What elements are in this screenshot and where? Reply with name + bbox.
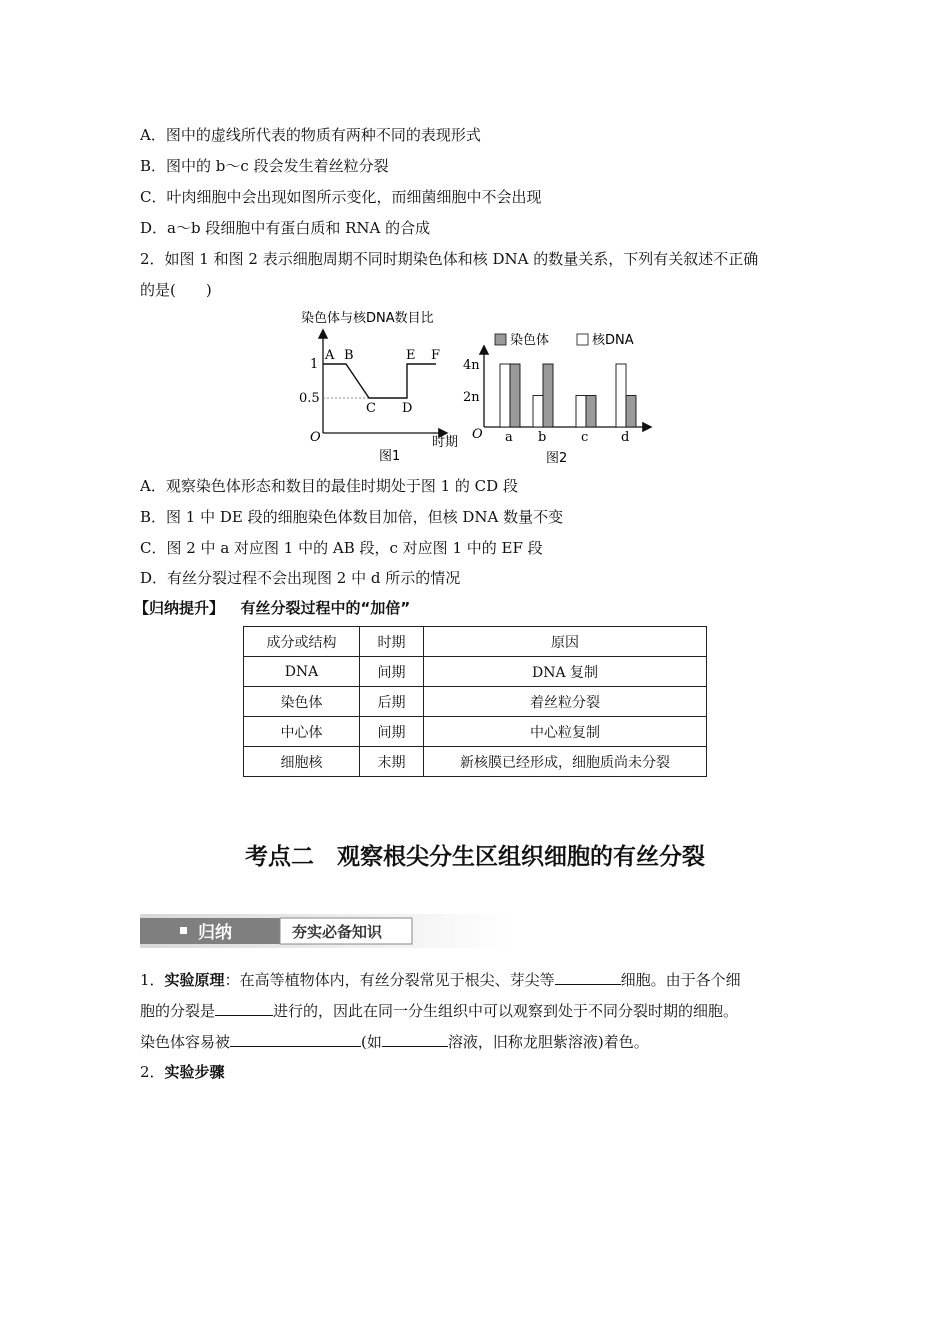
q2-option-d: D．有丝分裂过程不会出现图 2 中 d 所示的情况 (140, 569, 461, 587)
table-header-row (244, 627, 707, 657)
summary-heading (134, 598, 410, 618)
table-cell: 新核膜已经形成，细胞质尚未分裂 (424, 747, 707, 777)
q2-option-b: B．图 1 中 DE 段的细胞染色体数目加倍，但核 DNA 数量不变 (140, 508, 564, 526)
figure1-chart (296, 305, 476, 465)
figure2-category-label: b (538, 430, 547, 445)
principle-text: ：在高等植物体内，有丝分裂常见于根尖、芽尖等 (224, 971, 555, 989)
banner-left-label: 归纳 (198, 923, 232, 943)
figure1-point-a: A (325, 348, 335, 363)
principle-line1 (140, 970, 741, 990)
principle-text: 染色体容易被 (140, 1033, 231, 1051)
figure2-chart (460, 325, 660, 465)
q1-option-b: B．图中的 b～c 段会发生着丝粒分裂 (140, 157, 389, 175)
q1-option-c: C．叶肉细胞中会出现如图所示变化，而细菌细胞中不会出现 (140, 188, 542, 206)
figure2-ytick-4n: 4n (463, 358, 480, 373)
principle-text: 进行的，因此在同一分生组织中可以观察到处于不同分裂时期的细胞。 (273, 1002, 739, 1020)
bar-c-chromosome (586, 396, 596, 428)
legend-swatch-chromosome (495, 334, 506, 345)
q2-stem-line1: 2．如图 1 和图 2 表示细胞周期不同时期染色体和核 DNA 的数量关系，下列有关叙述不正确 (140, 250, 759, 268)
figure1-point-b: B (344, 348, 354, 363)
table-cell: 后期 (360, 687, 424, 717)
principle-line2 (140, 1001, 738, 1021)
table-cell: 着丝粒分裂 (424, 687, 707, 717)
table-cell: 细胞核 (244, 747, 360, 777)
figure1-ylabel: 染色体与核DNA数目比 (301, 311, 434, 326)
bar-a-dna (500, 364, 510, 427)
answer-blank[interactable] (230, 1032, 361, 1047)
table-cell: 末期 (360, 747, 424, 777)
principle-line3 (140, 1032, 649, 1052)
table-row (244, 747, 707, 777)
figure1-series-line (323, 364, 436, 398)
principle-num: 1． (140, 971, 165, 989)
table-header: 原因 (424, 627, 707, 657)
q2-option-a: A．观察染色体形态和数目的最佳时期处于图 1 的 CD 段 (140, 477, 518, 495)
principle-text: 细胞。由于各个细 (620, 971, 741, 989)
figure1-ytick-1: 1 (310, 357, 319, 372)
figure2-category-label: d (621, 430, 630, 445)
figure1-origin: O (310, 430, 321, 445)
bar-b-dna (533, 396, 543, 428)
table-header: 成分或结构 (244, 627, 360, 657)
figure2-ytick-2n: 2n (463, 390, 480, 405)
q2-stem-line2: 的是( ) (140, 281, 212, 299)
figure2-category-label: c (581, 430, 589, 445)
summary-title: 有丝分裂过程中的“加倍” (240, 599, 411, 617)
q2-option-c: C．图 2 中 a 对应图 1 中的 AB 段，c 对应图 1 中的 EF 段 (140, 539, 543, 557)
table-cell: 染色体 (244, 687, 360, 717)
table-row (244, 657, 707, 687)
steps-head: 实验步骤 (164, 1063, 225, 1081)
figure1-point-d: D (402, 401, 413, 416)
legend-swatch-dna (577, 334, 588, 345)
bar-b-chromosome (543, 364, 553, 427)
section-banner (140, 914, 516, 948)
table-row (244, 687, 707, 717)
principle-text: (如 (361, 1033, 382, 1051)
legend-chromosome: 染色体 (510, 333, 550, 348)
figure1-point-c: C (366, 401, 376, 416)
summary-table (243, 626, 707, 777)
principle-text: 胞的分裂是 (140, 1002, 216, 1020)
bar-a-chromosome (510, 364, 520, 427)
section-title: 考点二 观察根尖分生区组织细胞的有丝分裂 (245, 844, 705, 870)
table-cell: 间期 (360, 717, 424, 747)
table-cell: 中心粒复制 (424, 717, 707, 747)
figure1-ytick-05: 0.5 (299, 391, 320, 406)
summary-label: 【归纳提升】 (134, 599, 225, 617)
banner-right-label: 夯实必备知识 (292, 923, 383, 941)
table-cell: DNA 复制 (424, 657, 707, 687)
figure2-category-label: a (505, 430, 513, 445)
q1-option-a: A．图中的虚线所代表的物质有两种不同的表现形式 (140, 126, 481, 144)
answer-blank[interactable] (382, 1032, 448, 1047)
figure1-xlabel: 时期 (432, 435, 459, 450)
steps-line (140, 1062, 225, 1082)
q1-option-d: D．a～b 段细胞中有蛋白质和 RNA 的合成 (140, 219, 431, 237)
table-cell: 中心体 (244, 717, 360, 747)
table-cell: DNA (244, 657, 360, 687)
principle-head: 实验原理 (164, 971, 225, 989)
answer-blank[interactable] (215, 1001, 273, 1016)
legend-dna: 核DNA (592, 333, 634, 348)
bar-d-dna (616, 364, 626, 427)
figure2-origin: O (472, 427, 483, 442)
table-header: 时期 (360, 627, 424, 657)
bar-d-chromosome (626, 396, 636, 428)
table-row (244, 717, 707, 747)
figure2-caption: 图2 (546, 451, 568, 465)
banner-square-icon (180, 927, 187, 934)
steps-num: 2． (140, 1063, 165, 1081)
figure1-point-f: F (431, 348, 441, 363)
table-cell: 间期 (360, 657, 424, 687)
principle-text: 溶液，旧称龙胆紫溶液)着色。 (447, 1033, 649, 1051)
figure1-caption: 图1 (379, 449, 401, 464)
answer-blank[interactable] (555, 970, 621, 985)
figure1-point-e: E (406, 348, 416, 363)
bar-c-dna (576, 396, 586, 428)
